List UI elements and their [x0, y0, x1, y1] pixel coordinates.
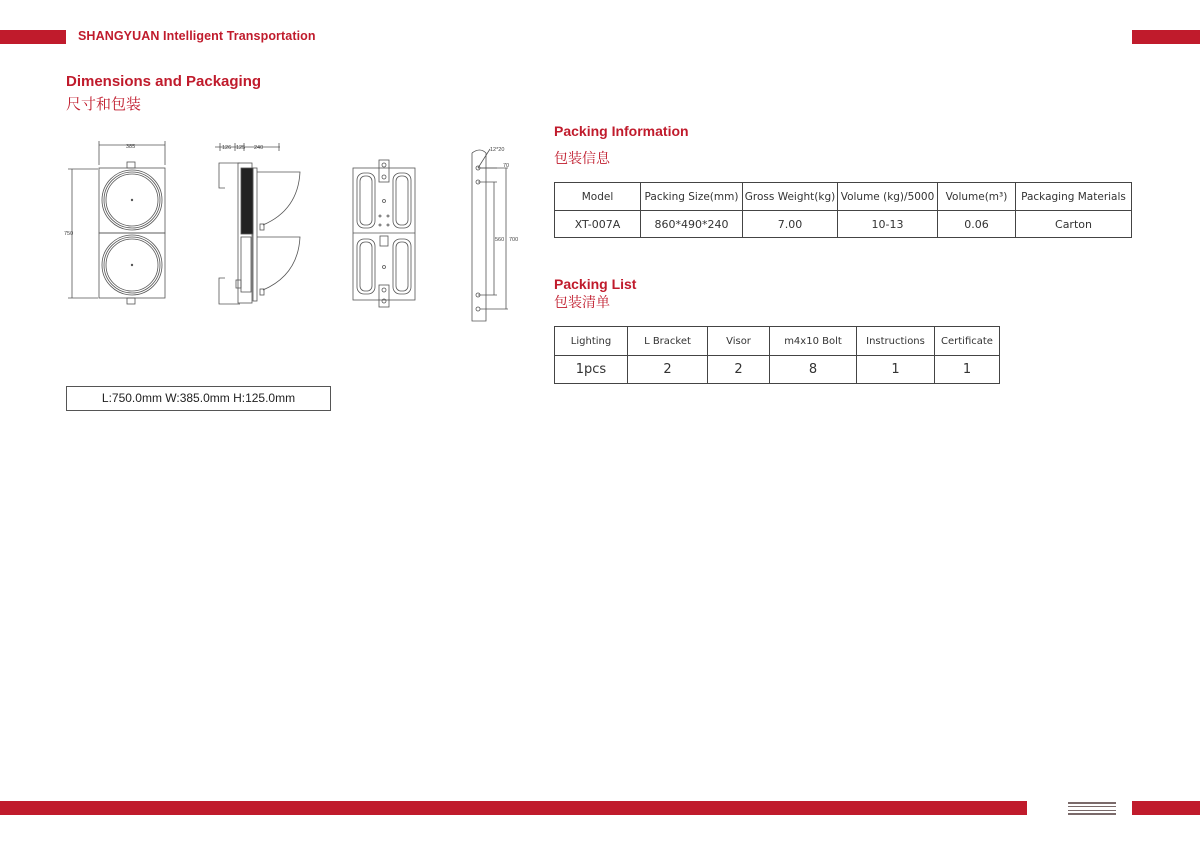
table-row: [555, 356, 1000, 384]
table-row: [555, 211, 1132, 238]
header-cell: Model: [555, 183, 641, 211]
cell-packing-size: 860*490*240: [641, 211, 743, 238]
cell-l-bracket: 2: [628, 356, 708, 384]
side-depth-2-label: 125: [236, 145, 246, 151]
hole-spacing-inner-label: 560: [495, 237, 505, 243]
bracket-view-drawing: [472, 149, 508, 321]
hole-spec-label: 12*20: [490, 147, 505, 153]
visor-depth-label: 240: [254, 145, 264, 151]
footer-bar-right: [1132, 801, 1200, 815]
front-height-label: 750: [64, 231, 74, 237]
header-cell: Volume(m³): [938, 183, 1016, 211]
packing-info-subtitle: 包装信息: [554, 151, 610, 167]
footer-bar-left: [0, 801, 1027, 815]
front-view-drawing: [68, 141, 165, 304]
cell-lighting: 1pcs: [555, 356, 628, 384]
technical-drawing: [60, 135, 540, 330]
cell-materials: Carton: [1016, 211, 1132, 238]
header-cell: L Bracket: [628, 327, 708, 356]
side-view-drawing: [215, 143, 300, 304]
side-depth-1-label: 126: [222, 145, 232, 151]
header-cell: Volume (kg)/5000: [838, 183, 938, 211]
header-cell: Packing Size(mm): [641, 183, 743, 211]
header-cell: Instructions: [857, 327, 935, 356]
cell-model: XT-007A: [555, 211, 641, 238]
header-cell: Visor: [708, 327, 770, 356]
header-cell: m4x10 Bolt: [770, 327, 857, 356]
cell-certificate: 1: [935, 356, 1000, 384]
table-header-row: [555, 327, 1000, 356]
cell-visor: 2: [708, 356, 770, 384]
header-bar-left: [0, 30, 66, 44]
hole-offset-label: 70: [503, 163, 510, 169]
header-cell: Certificate: [935, 327, 1000, 356]
packing-list-title: Packing List: [554, 276, 637, 292]
header-cell: Lighting: [555, 327, 628, 356]
packing-list-subtitle: 包装清单: [554, 295, 610, 311]
table-header-row: [555, 183, 1132, 211]
dimension-summary: L:750.0mm W:385.0mm H:125.0mm: [66, 386, 331, 411]
header-bar-right: [1132, 30, 1200, 44]
hole-spacing-outer-label: 700: [509, 237, 519, 243]
brand-name: SHANGYUAN Intelligent Transportation: [78, 29, 316, 43]
packing-info-table: [554, 182, 1132, 238]
dimensions-subtitle: 尺寸和包装: [66, 95, 142, 113]
cell-gross-weight: 7.00: [743, 211, 838, 238]
header-cell: Gross Weight(kg): [743, 183, 838, 211]
footer-stripes-icon: [1068, 802, 1116, 815]
packing-info-title: Packing Information: [554, 123, 689, 139]
cell-bolt: 8: [770, 356, 857, 384]
front-width-label: 385: [126, 144, 136, 150]
cell-volume-kg: 10-13: [838, 211, 938, 238]
packing-list-table: [554, 326, 1000, 384]
cell-volume-m3: 0.06: [938, 211, 1016, 238]
back-view-drawing: [353, 160, 415, 307]
dimensions-title: Dimensions and Packaging: [66, 73, 262, 90]
cell-instructions: 1: [857, 356, 935, 384]
header-cell: Packaging Materials: [1016, 183, 1132, 211]
